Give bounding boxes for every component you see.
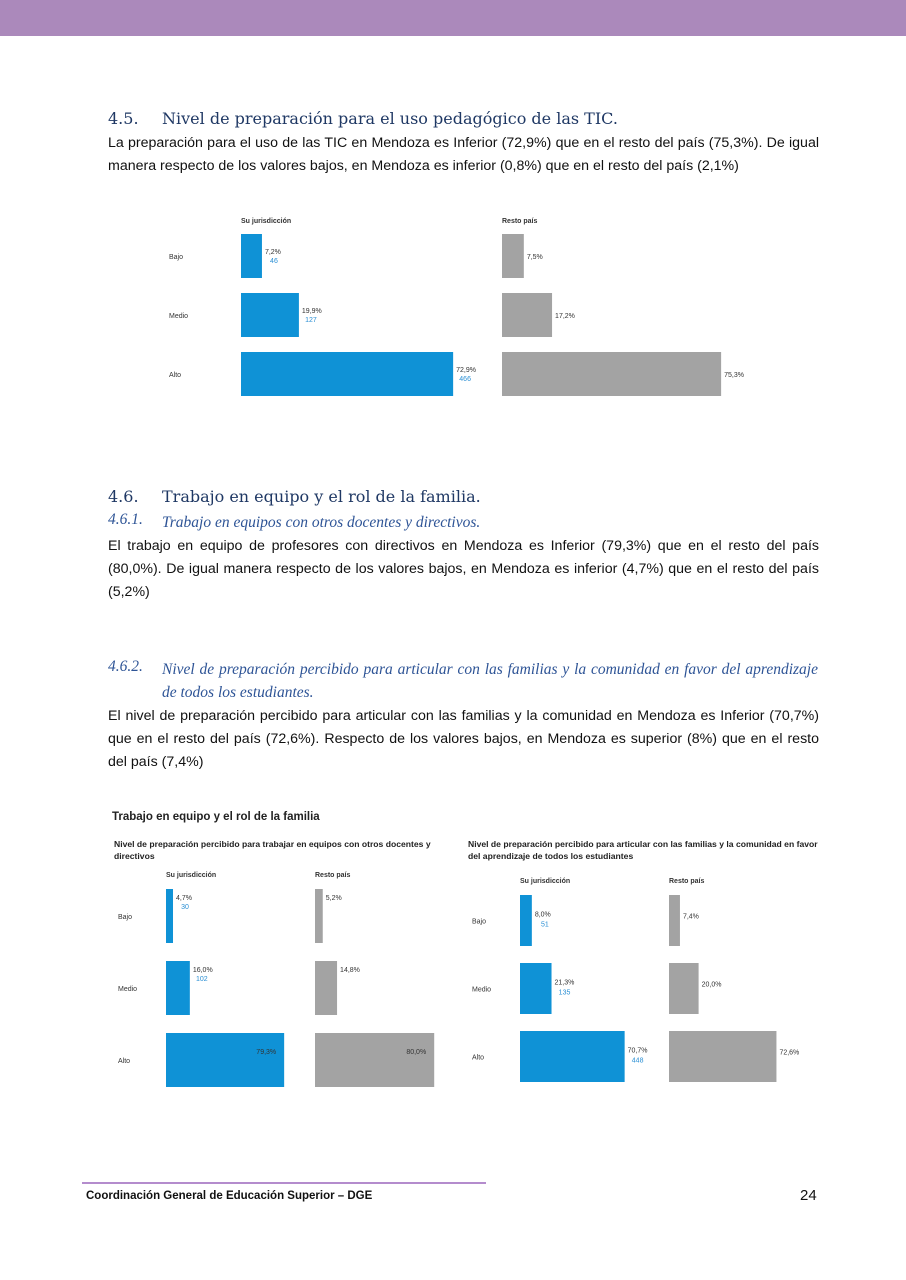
data-label: 8,0% (534, 911, 551, 919)
panel-title: Su jurisdicción (520, 878, 571, 885)
header-band (0, 0, 906, 36)
count-label: 135 (558, 989, 571, 997)
count-label: 30 (181, 904, 189, 911)
count-label: 102 (195, 976, 208, 983)
bar (520, 1031, 625, 1082)
category-label: Alto (472, 1054, 485, 1062)
data-label: 14,8% (340, 967, 360, 974)
data-label: 21,3% (554, 979, 575, 987)
paragraph-familias: El nivel de preparación percibido para articular con las familias y la comunidad en Mendoza es Inferior (70,7%) que en el resto del país (72,6%). Respecto de los valores bajos, en Mendoza es superior (8%) que en el resto del país (7,4%) (108, 708, 819, 770)
bar (669, 1031, 776, 1082)
category-label: Alto (118, 1058, 131, 1065)
section-number: 4.6. (108, 487, 139, 506)
chart-familias (464, 872, 814, 1092)
footer-text: Coordinación General de Educación Superior – DGE (86, 1190, 373, 1202)
subsection-number: 4.6.1. (108, 511, 143, 528)
paragraph-tic: La preparación para el uso de las TIC en Mendoza es Inferior (72,9%) que en el resto del país (75,3%). De igual manera respecto de los valores bajos, en Mendoza es inferior (0,8%) que en el resto del país (2,1%) (108, 135, 819, 174)
category-label: Bajo (118, 914, 133, 921)
subsection-number: 4.6.2. (108, 658, 143, 675)
figure-title: Trabajo en equipo y el rol de la familia (112, 811, 320, 823)
category-label: Bajo (169, 254, 184, 261)
bar (166, 961, 190, 1015)
count-label: 127 (305, 317, 317, 324)
data-label: 19,9% (301, 308, 322, 315)
category-label: Medio (118, 986, 138, 993)
bar (315, 961, 337, 1015)
data-label: 70,7% (627, 1047, 648, 1055)
bar (315, 1033, 434, 1087)
page-number: 24 (800, 1187, 817, 1204)
category-label: Medio (472, 986, 492, 994)
subsection-title: Nivel de preparación percibido para articular con las familias y la comunidad en favor del aprendizaje de todos los estudiantes. (162, 661, 818, 701)
data-label: 17,2% (555, 313, 575, 320)
bar (502, 234, 524, 278)
paragraph-trabajo-equipo: El trabajo en equipo de profesores con directivos en Mendoza es Inferior (79,3%) que en el resto del país (80,0%). De igual manera respecto de los valores bajos, en Mendoza es inferior (4,7%) que en el resto del país (5,2%) (108, 538, 819, 600)
section-number: 4.5. (108, 109, 139, 128)
footer-divider (82, 1182, 486, 1184)
figure-subtitle-left: Nivel de preparación percibido para trabajar en equipos con otros docentes y directivos (114, 839, 431, 861)
section-title: Nivel de preparación para el uso pedagógico de las TIC. (162, 109, 618, 128)
data-label: 5,2% (325, 895, 342, 902)
category-label: Medio (169, 313, 189, 320)
data-label: 80,0% (406, 1049, 427, 1056)
data-label: 16,0% (192, 967, 213, 974)
data-label: 79,3% (256, 1049, 277, 1056)
category-label: Bajo (472, 918, 487, 926)
count-label: 46 (270, 258, 278, 265)
panel-title: Resto país (669, 878, 705, 885)
bar (241, 293, 299, 337)
panel-title: Su jurisdicción (241, 218, 292, 225)
figure-subtitle-right: Nivel de preparación percibido para articular con las familias y la comunidad en favor del aprendizaje de todos los estudiantes (468, 839, 818, 861)
subsection-title: Trabajo en equipos con otros docentes y directivos. (162, 514, 481, 531)
bar (520, 963, 552, 1014)
bar (669, 963, 699, 1014)
data-label: 7,2% (264, 249, 281, 256)
bar (669, 895, 680, 946)
bar (241, 234, 262, 278)
data-label: 72,9% (456, 367, 476, 374)
section-title: Trabajo en equipo y el rol de la familia. (162, 487, 481, 506)
data-label: 75,3% (724, 372, 744, 379)
bar (166, 1033, 284, 1087)
count-label: 466 (459, 376, 471, 383)
data-label: 4,7% (176, 895, 192, 902)
data-label: 72,6% (779, 1049, 800, 1057)
count-label: 51 (540, 921, 549, 929)
bar (520, 895, 532, 946)
panel-title: Resto país (502, 218, 538, 225)
bar (315, 889, 323, 943)
bar (502, 352, 721, 396)
category-label: Alto (169, 372, 182, 379)
panel-title: Su jurisdicción (166, 872, 217, 879)
bar (502, 293, 552, 337)
bar (241, 352, 453, 396)
chart-trabajo-equipo (110, 866, 455, 1096)
panel-title: Resto país (315, 872, 351, 879)
chart-tic (150, 205, 770, 415)
count-label: 448 (631, 1057, 644, 1065)
data-label: 20,0% (701, 981, 722, 989)
data-label: 7,4% (682, 913, 699, 921)
bar (166, 889, 173, 943)
data-label: 7,5% (526, 254, 543, 261)
